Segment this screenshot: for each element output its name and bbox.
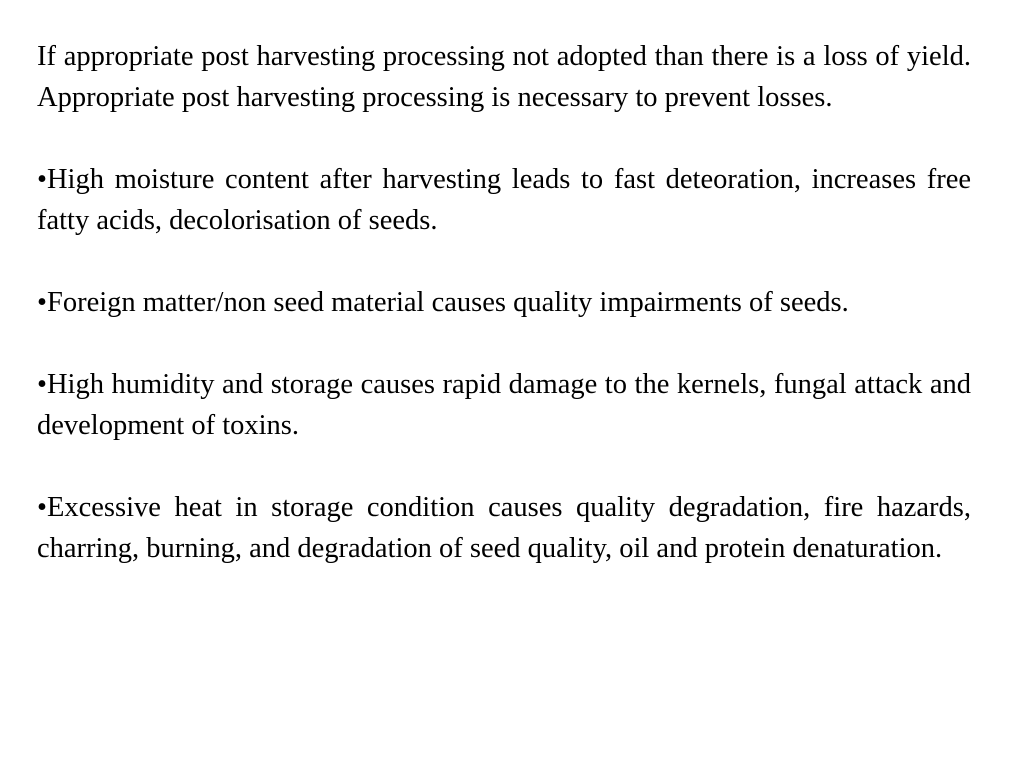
slide-body xyxy=(37,36,971,569)
intro-paragraph: If appropriate post harvesting processing not adopted than there is a loss of yield. Appropriate post harvesting processing is necessary to prevent losses. xyxy=(37,41,971,113)
bullet-moisture: •High moisture content after harvesting leads to fast deteoration, increases free fatty acids, decolorisation of seeds. xyxy=(37,164,971,236)
bullet-humidity: •High humidity and storage causes rapid damage to the kernels, fungal attack and development of toxins. xyxy=(37,369,971,441)
bullet-foreign-matter: •Foreign matter/non seed material causes quality impairments of seeds. xyxy=(37,287,849,318)
bullet-heat: •Excessive heat in storage condition causes quality degradation, fire hazards, charring, burning, and degradation of seed quality, oil and protein denaturation. xyxy=(37,492,971,564)
